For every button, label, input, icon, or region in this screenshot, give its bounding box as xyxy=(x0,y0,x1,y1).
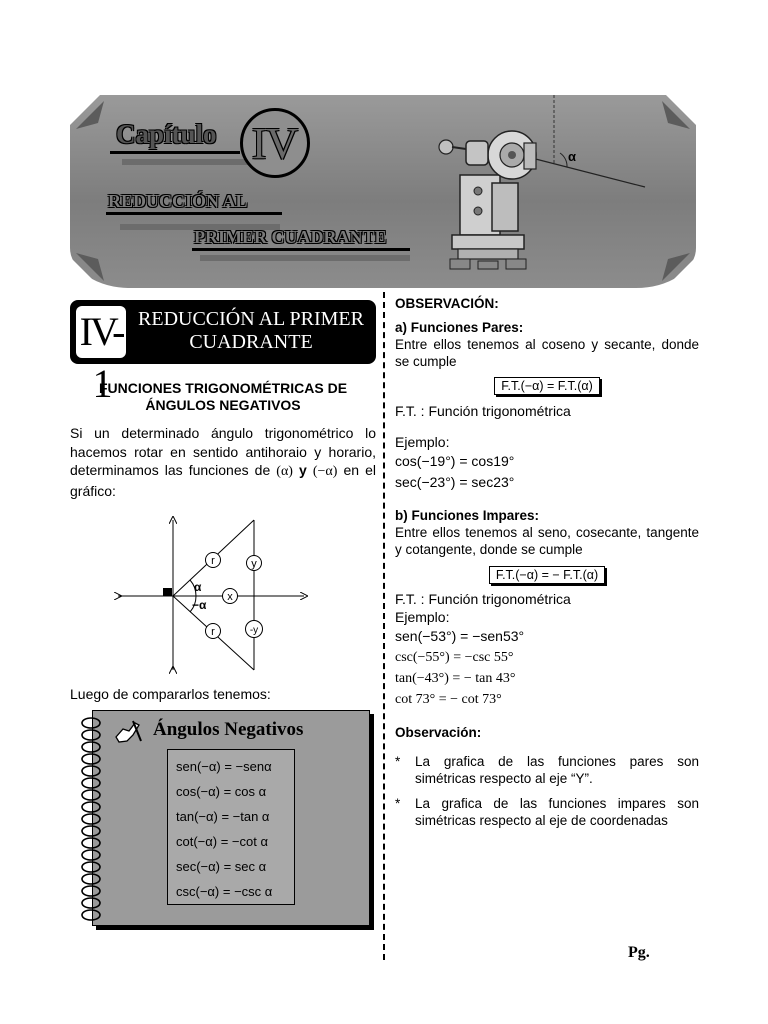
banner-corner-curls xyxy=(68,93,708,293)
identity-row: cot(−α) = −cot α xyxy=(176,834,268,849)
left-column xyxy=(70,300,376,899)
ft-definition-2: F.T. : Función trigonométrica xyxy=(395,591,571,607)
banner-alpha-label: α xyxy=(568,149,576,164)
identities-box xyxy=(167,749,295,905)
odd-functions-title: b) Funciones Impares: xyxy=(395,508,540,523)
example-label-2: Ejemplo: xyxy=(395,609,450,625)
writing-hand-icon xyxy=(113,719,143,745)
identity-row: sen(−α) = −senα xyxy=(176,759,272,774)
observation2-heading: Observación: xyxy=(395,725,482,740)
section-title: REDUCCIÓN AL PRIMER CUADRANTE xyxy=(138,308,364,353)
even-functions-text: Entre ellos tenemos al coseno y secante, donde se cumple xyxy=(395,337,699,369)
angle-graph xyxy=(110,516,310,676)
note-text: La grafica de las funciones impares son simétricas respecto al eje de coordenadas xyxy=(415,796,699,828)
even-functions-title: a) Funciones Pares: xyxy=(395,320,524,335)
intro-text: Si un determinado ángulo trigonométrico lo hacemos rotar en sentido antihoraio y horario, determinamos las funciones de xyxy=(70,425,376,478)
r-bottom-label: r xyxy=(211,626,215,638)
notebook-spiral-rings xyxy=(79,717,107,923)
identity-row: cos(−α) = cos α xyxy=(176,784,267,799)
bullet-star: * xyxy=(395,754,401,769)
note-item xyxy=(395,795,699,829)
identity-row: csc(−α) = −csc α xyxy=(176,884,273,899)
neg-alpha-term: (−α) xyxy=(312,464,338,479)
right-column xyxy=(395,295,699,829)
banner-title-line1: REDUCCIÓN AL xyxy=(108,191,248,211)
column-divider xyxy=(383,292,385,960)
even-formula-wrap xyxy=(395,377,699,395)
alpha-label: α xyxy=(194,580,202,594)
comparison-text: Luego de compararlos tenemos: xyxy=(70,686,271,702)
odd-example: cot 73° = − cot 73° xyxy=(395,692,502,707)
notebook-title: Ángulos Negativos xyxy=(153,719,304,740)
identity-row: sec(−α) = sec α xyxy=(176,859,267,874)
x-label: x xyxy=(227,591,233,603)
identity-row: tan(−α) = −tan α xyxy=(176,809,270,824)
odd-example: sen(−53°) = −sen53° xyxy=(395,628,525,644)
neg-alpha-label: −α xyxy=(192,598,207,612)
observation-heading: OBSERVACIÓN: xyxy=(395,296,499,311)
bullet-star: * xyxy=(395,796,401,811)
odd-example: tan(−43°) = − tan 43° xyxy=(395,671,516,686)
alpha-term: (α) xyxy=(276,464,293,479)
intro-paragraph xyxy=(70,424,376,500)
odd-formula-wrap xyxy=(395,566,699,584)
even-example: cos(−19°) = cos19° xyxy=(395,453,515,469)
chapter-word: Capítulo xyxy=(116,119,217,149)
intro-text-end: en el gráfico: xyxy=(70,462,376,499)
negative-angles-notebook xyxy=(92,710,370,926)
origin-marker xyxy=(163,588,172,596)
odd-formula: F.T.(−α) = − F.T.(α) xyxy=(489,566,605,584)
even-formula: F.T.(−α) = F.T.(α) xyxy=(494,377,600,395)
odd-functions-text: Entre ellos tenemos al seno, cosecante, tangente y cotangente, donde se cumple xyxy=(395,525,699,557)
odd-example: csc(−55°) = −csc 55° xyxy=(395,650,514,665)
page-label: Pg. xyxy=(628,944,650,961)
and-word: y xyxy=(292,462,313,478)
note-text: La grafica de las funciones pares son simétricas respecto al eje “Y”. xyxy=(415,754,699,786)
note-item xyxy=(395,753,699,787)
negative-angles-heading: FUNCIONES TRIGONOMÉTRICAS DE ÁNGULOS NEGATIVOS xyxy=(98,380,348,413)
y-label: y xyxy=(251,558,257,570)
banner-title-line2: PRIMER CUADRANTE xyxy=(194,227,387,247)
ft-definition-1: F.T. : Función trigonométrica xyxy=(395,403,571,419)
even-example: sec(−23°) = sec23° xyxy=(395,474,515,490)
example-label-1: Ejemplo: xyxy=(395,434,450,450)
r-top-label: r xyxy=(211,555,215,567)
neg-y-label: -y xyxy=(249,625,259,636)
section-badge: IV-1 xyxy=(76,306,126,358)
chapter-number-badge: IV xyxy=(240,108,310,178)
